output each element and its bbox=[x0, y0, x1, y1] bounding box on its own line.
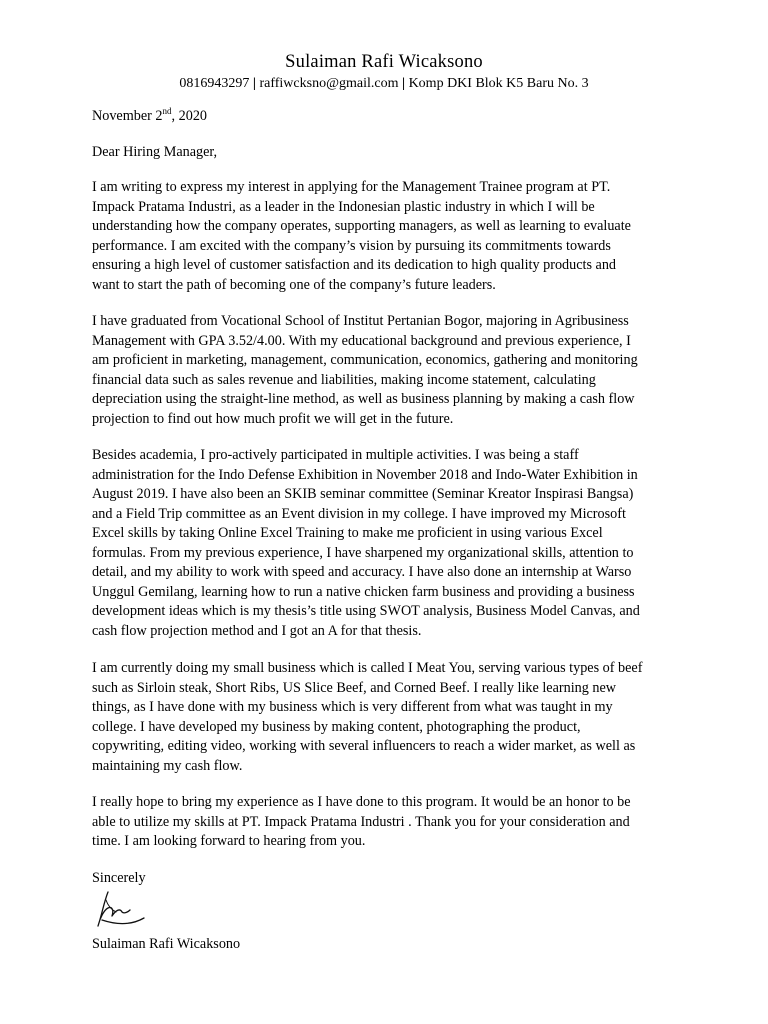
paragraph-line: things, as I have done with my business which is very different from what was taught in my bbox=[92, 699, 613, 715]
paragraph-line: Unggul Gemilang, learning how to run a native chicken farm business and providing a business bbox=[92, 583, 635, 600]
paragraph-line: I am currently doing my small business which is called I Meat You, serving various types of beef bbox=[92, 660, 643, 676]
paragraph-activities bbox=[92, 446, 696, 641]
paragraph-line: college. I have developed my business by making content, photographing the product, bbox=[92, 718, 581, 735]
email-address: raffiwcksno@gmail.com bbox=[259, 76, 399, 91]
paragraph-line: I really hope to bring my experience as I have done to this program. It would be an honor to be bbox=[92, 794, 631, 810]
closing-phrase: Sincerely bbox=[92, 870, 146, 886]
contact-line bbox=[0, 76, 768, 92]
paragraph-line: and a Field Trip committee as an Event division in my college. I have improved my Microsoft bbox=[92, 505, 626, 522]
paragraph-line: I have graduated from Vocational School of Institut Pertanian Bogor, majoring in Agribusiness bbox=[92, 313, 629, 329]
paragraph-line: formulas. From my previous experience, I have sharpened my organizational skills, attention to bbox=[92, 544, 634, 561]
paragraph-line: performance. I am excited with the company’s vision by pursuing its commitments towards bbox=[92, 237, 611, 254]
letter-date bbox=[92, 108, 207, 125]
postal-address: Komp DKI Blok K5 Baru No. 3 bbox=[408, 76, 589, 91]
paragraph-line: such as Sirloin steak, Short Ribs, US Slice Beef, and Corned Beef. I really like learning new bbox=[92, 679, 617, 696]
paragraph-line: able to utilize my skills at PT. Impack Pratama Industri . Thank you for your consideration and bbox=[92, 813, 630, 830]
paragraph-line: understanding how the company operates, supporting managers, as well as learning to evaluate bbox=[92, 218, 631, 234]
signoff-name: Sulaiman Rafi Wicaksono bbox=[92, 936, 241, 952]
paragraph-line: Impack Pratama Industri, as a leader in the Indonesian plastic industry in which I will be bbox=[92, 198, 595, 215]
contact-separator: | bbox=[252, 76, 256, 91]
paragraph-line: cash flow projection method and I got an A for that thesis. bbox=[92, 622, 422, 639]
date-month-day: November 2 bbox=[92, 108, 163, 124]
paragraph-line: copywriting, editing video, working with several influencers to reach a wider market, as well as bbox=[92, 738, 636, 754]
handwritten-signature bbox=[94, 888, 150, 932]
paragraph-line: want to start the path of becoming one of the company’s future leaders. bbox=[92, 276, 496, 293]
paragraph-line: administration for the Indo Defense Exhibition in November 2018 and Indo-Water Exhibition in bbox=[92, 466, 638, 483]
paragraph-line: projection to find out how much profit we will get in the future. bbox=[92, 410, 454, 427]
paragraph-introduction bbox=[92, 178, 696, 295]
paragraph-line: Management with GPA 3.52/4.00. With my educational background and previous experience, I bbox=[92, 332, 631, 349]
paragraph-conclusion bbox=[92, 793, 696, 852]
paragraph-business bbox=[92, 659, 696, 776]
sender-name: Sulaiman Rafi Wicaksono bbox=[285, 52, 483, 72]
phone-number: 0816943297 bbox=[179, 76, 250, 91]
paragraph-education bbox=[92, 312, 696, 429]
date-year: , 2020 bbox=[171, 108, 207, 124]
date-ordinal-suffix: nd bbox=[162, 106, 172, 116]
paragraph-line: ensuring a high level of customer satisfaction and its dedication to high quality products and bbox=[92, 257, 617, 273]
paragraph-line: depreciation using the straight-line method, as well as business planning by making a cash flow bbox=[92, 391, 635, 407]
contact-separator: | bbox=[401, 76, 406, 91]
salutation: Dear Hiring Manager, bbox=[92, 144, 218, 160]
paragraph-line: Excel skills by taking Online Excel Training to make me proficient in using various Excel bbox=[92, 525, 603, 541]
paragraph-line: am proficient in marketing, management, communication, economics, gathering and monitoring bbox=[92, 352, 638, 368]
paragraph-line: maintaining my cash flow. bbox=[92, 757, 243, 774]
paragraph-line: financial data such as sales revenue and liabilities, making income statement, calculating bbox=[92, 371, 596, 388]
paragraph-line: Besides academia, I pro-actively participated in multiple activities. I was being a staff bbox=[92, 447, 579, 463]
paragraph-line: August 2019. I have also been an SKIB seminar committee (Seminar Kreator Inspirasi Bangsa) bbox=[92, 486, 634, 502]
paragraph-line: detail, and my ability to work with speed and accuracy. I have also done an internship at Warso bbox=[92, 564, 632, 580]
paragraph-line: time. I am looking forward to hearing from you. bbox=[92, 833, 366, 849]
paragraph-line: I am writing to express my interest in applying for the Management Trainee program at PT. bbox=[92, 179, 611, 195]
paragraph-line: development ideas which is my thesis’s title using SWOT analysis, Business Model Canvas, and bbox=[92, 603, 640, 619]
